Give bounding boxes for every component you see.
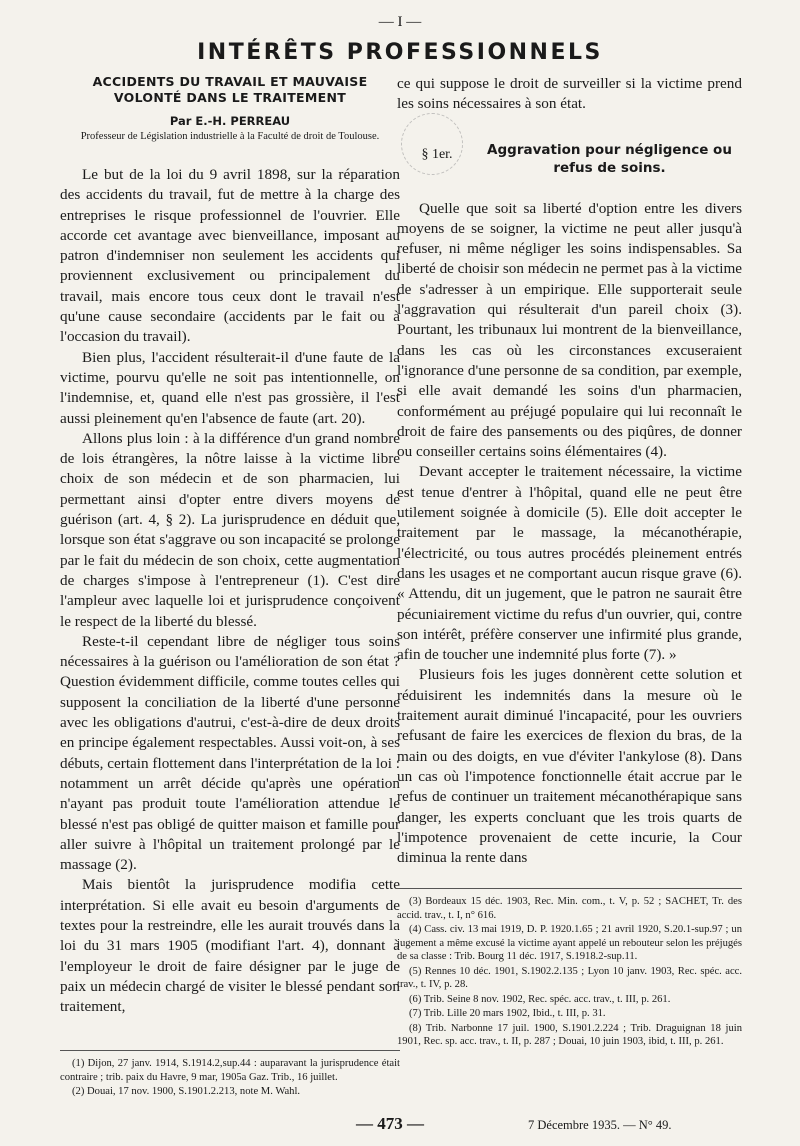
issue-date: 7 Décembre 1935. — N° 49. (528, 1118, 672, 1132)
paragraph: Quelle que soit sa liberté d'option entre les divers moyens de se soigner, la victime ne peut aller jusqu'à refuser, ni même négliger les soins indispensables. Sa liberté de choisir son médecin ne permet pas à la victime de s'adresser à un empirique. Elle supporterait seule l'aggravation qui résulterait d'un pareil choix (3). Pourtant, les tribunaux lui montrent de la bienveillance, dans les cas où les circonstances excuseraient l'ignorance d'une personne de sa condition, par exemple, si elle avait demandé les soins d'un pharmacien, conformément au préjugé populaire qui lui reconnaît le droit de faire des pansements ou des piqûres, de donner ou conseiller certains soins élémentaires (4). (397, 199, 742, 461)
footnotes-left (60, 1050, 400, 1100)
right-column (397, 74, 742, 868)
article-author: Par E.-H. PERREAU (169, 114, 291, 128)
article-title: ACCIDENTS DU TRAVAIL ET MAUVAISE VOLONTÉ DANS LE TRAITEMENT (92, 74, 368, 105)
paragraph: Bien plus, l'accident résulterait-il d'une faute de la victime, pourvu qu'elle ne soit pas intentionnelle, on l'indemnise, et, quand elle n'est pas grossière, il l'est aussi pleinement qu'en l'absence de faute (art. 20). (60, 348, 400, 427)
section-number: — I — (378, 14, 422, 30)
footnotes-right (397, 888, 742, 1050)
footnote: (8) Trib. Narbonne 17 juil. 1900, S.1901.2.224 ; Trib. Draguignan 18 juin 1901, Rec. sp. acc. trav., t. II, p. 287 ; Douai, 10 juin 1903, ibid, t. III, p. 261. (397, 1022, 742, 1047)
left-body (60, 165, 400, 1017)
page-number: — 473 — (356, 1114, 424, 1133)
paragraph: Mais bientôt la jurisprudence modifia cette interprétation. Si elle avait eu besoin d'arguments de textes pour la restreindre, elle les aurait trouvés dans la loi du 31 mars 1905 (modifiant l'art. 4), donnant à l'employeur le droit de faire désigner par le juge de paix un médecin chargé de visiter le blessé pendant son traitement, (60, 876, 400, 1016)
paragraph: ce qui suppose le droit de surveiller si la victime prend les soins nécessaires à son état. (397, 75, 742, 113)
library-stamp-icon (401, 113, 463, 175)
footnote: (7) Trib. Lille 20 mars 1902, Ibid., t. III, p. 31. (409, 1008, 606, 1019)
right-intro-block (397, 74, 742, 115)
paragraph: Plusieurs fois les juges donnèrent cette solution et réduisirent les indemnités dans la mesure où le traitement aurait diminué l'incapacité, pour les ouvriers refusant de faire les exercices de flexion du bras, de la main ou des doigts, en vue d'éviter l'ankylose (8). Dans un cas où l'impotence fonctionnelle était accrue par le refus de continuer un traitement mécanothérapique sans danger, les experts concluant que les trois quarts de l'impotence provenaient de cette incurie, la Cour diminua la rente dans (397, 666, 742, 867)
paragraph: Le but de la loi du 9 avril 1898, sur la réparation des accidents du travail, fut de mettre à la charge des entreprises le risque professionnel de l'ouvrier. Elle accorde cet avantage avec bienveillance, imposant au patron d'indemniser non seulement les accidents qui proviennent exclusivement ou principalement du travail, mais encore tous ceux dont le travail n'est qu'une cause secondaire (accidents par le fait ou à l'occasion du travail). (60, 166, 400, 346)
section-marker-label: § 1er. (421, 146, 453, 162)
footnote: (5) Rennes 10 déc. 1901, S.1902.2.135 ; Lyon 10 janv. 1903, Rec. spéc. acc. trav., t. IV, p. 28. (397, 965, 742, 990)
page-title: INTÉRÊTS PROFESSIONNELS (197, 40, 603, 65)
footnote: (3) Bordeaux 15 déc. 1903, Rec. Min. com., t. V, p. 52 ; SACHET, Tr. des accid. trav., t. I, n° 616. (397, 896, 742, 921)
footnote: (2) Douai, 17 nov. 1900, S.1901.2.213, note M. Wahl. (72, 1086, 301, 1097)
section-heading (397, 135, 742, 185)
section-marker (397, 135, 477, 185)
section-title: Aggravation pour négligence ou refus de soins. (487, 141, 732, 176)
left-column (60, 74, 400, 1017)
author-affiliation: Professeur de Législation industrielle à la Faculté de droit de Toulouse. (80, 131, 380, 142)
paragraph: Reste-t-il cependant libre de négliger tous soins nécessaires à la guérison ou l'amélioration de son état ? Question évidemment difficile, comme toutes celles qui supposent la conciliation de la liberté d'une personne avec les obligations d'autrui, c'est-à-dire de deux droits en principe également respectables. Aussi voit-on, à ses débuts, certain flottement dans l'interprétation de la loi : notamment un arrêt décide qu'après une opération n'ayant pas produit toute l'amélioration attendue le blessé n'est pas obligé de quitter maison et famille pour aller suivre à l'hôpital un traitement prolongé par le massage (2). (60, 632, 400, 874)
footnote: (6) Trib. Seine 8 nov. 1902, Rec. spéc. acc. trav., t. III, p. 261. (409, 993, 671, 1005)
paragraph: Devant accepter le traitement nécessaire, la victime est tenue d'entrer à l'hôpital, quand elle ne peut être utilement soignée à domicile (5). Elle doit accepter le traitement par le massage, la mécanothérapie, l'électricité, ou tous autres procédés pleinement entrés dans les usages et ne comportant aucun risque grave (6). « Attendu, dit un jugement, que le patron ne saurait être pécuniairement victime du refus d'un ouvrier, qui, contre son intérêt, préfère conserver une infirmité plus grande, afin de toucher une indemnité plus forte (7). » (397, 463, 742, 664)
footnote: (1) Dijon, 27 janv. 1914, S.1914.2,sup.44 : auparavant la jurisprudence était contraire ; trib. paix du Havre, 9 mar, 1905a Gaz. Trib., 16 juillet. (60, 1058, 400, 1083)
paragraph: Allons plus loin : à la différence d'un grand nombre de lois étrangères, la nôtre laisse à la victime libre choix de son médecin et de son pharmacien, lui permettant ainsi d'opter entre divers moyens de guérison (art. 4, § 2). La jurisprudence en déduit que, lorsque son état s'aggrave ou son incapacité se prolonge par le fait du médecin de son choix, cette augmentation de charges s'impose à l'entrepreneur (1). C'est dire l'ampleur avec laquelle loi et jurisprudence conçoivent le respect de la liberté du blessé. (60, 429, 400, 630)
footnote: (4) Cass. civ. 13 mai 1919, D. P. 1920.1.65 ; 21 avril 1920, S.20.1-sup.97 ; un jugement a même excusé la victime ayant appelé un rebouteur selon les préjugés de sa classe : Trib. Bourg 11 déc. 1917, S.1918.2-sup.11. (397, 924, 742, 962)
